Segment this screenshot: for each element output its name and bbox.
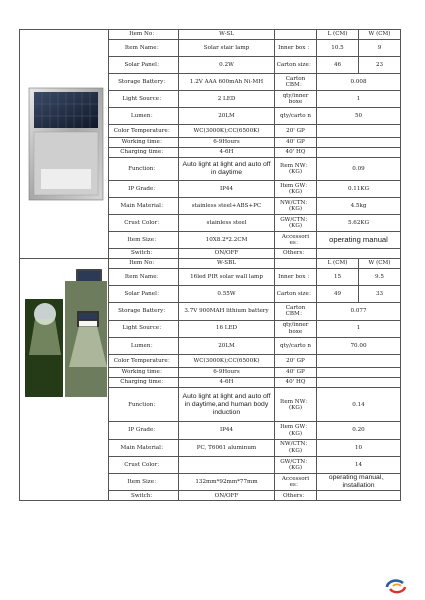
logo-red-arc bbox=[390, 587, 405, 592]
spec-value: ON/OFF bbox=[179, 249, 275, 259]
pack-value: 14 bbox=[317, 456, 401, 473]
spec-label: Lumen： bbox=[109, 108, 179, 125]
spec-value bbox=[179, 456, 275, 473]
pack-value bbox=[317, 138, 401, 148]
pack-value: 0.11KG bbox=[317, 181, 401, 198]
spec-value: W-SL bbox=[179, 30, 275, 40]
spec-value: 1.2V AAA 600mAh Ni-MH bbox=[179, 74, 275, 91]
spec-value: 4-6H bbox=[179, 378, 275, 388]
pack-value bbox=[317, 367, 401, 377]
pack-label: 40' GP bbox=[275, 138, 317, 148]
spec-value: stainless steel+ABS+PC bbox=[179, 198, 275, 215]
spec-label: Storage Battery： bbox=[109, 303, 179, 320]
spec-label: Storage Battery： bbox=[109, 74, 179, 91]
spec-label: Item Name： bbox=[109, 269, 179, 286]
pack-label-blank bbox=[275, 30, 317, 40]
pack-width: 23 bbox=[359, 57, 401, 74]
pack-value: 0.077 bbox=[317, 303, 401, 320]
pack-label: qty/inner boxe bbox=[275, 91, 317, 108]
pack-label: Inner box ： bbox=[275, 269, 317, 286]
pack-value: 70.00 bbox=[317, 337, 401, 354]
spec-label: Switch： bbox=[109, 249, 179, 259]
pack-label: 40' HQ bbox=[275, 378, 317, 388]
spec-value: 16 LED bbox=[179, 320, 275, 337]
pack-length: 10.5 bbox=[317, 40, 359, 57]
pack-label: 20' GP bbox=[275, 125, 317, 138]
pack-label: NW/CTN：(KG) bbox=[275, 198, 317, 215]
pack-value: 5.62KG bbox=[317, 215, 401, 232]
spec-value: 16led PIR solar wall lamp bbox=[179, 269, 275, 286]
pack-label: 40' HQ bbox=[275, 148, 317, 158]
pack-label: GW/CTN：(KG) bbox=[275, 215, 317, 232]
spec-value: stainless steel bbox=[179, 215, 275, 232]
spec-value: Solar stair lamp bbox=[179, 40, 275, 57]
pack-value: 0.20 bbox=[317, 422, 401, 439]
pack-label: qty/carto n bbox=[275, 108, 317, 125]
spec-label: Solar Panel： bbox=[109, 286, 179, 303]
spec-sheet-body bbox=[20, 30, 401, 501]
pack-label: 40' GP bbox=[275, 367, 317, 377]
spec-label: Color Temperature： bbox=[109, 354, 179, 367]
pack-value: 1 bbox=[317, 91, 401, 108]
pack-width: 9.5 bbox=[359, 269, 401, 286]
pack-width: 33 bbox=[359, 286, 401, 303]
pack-value bbox=[317, 148, 401, 158]
spec-label: Working time： bbox=[109, 367, 179, 377]
spec-value: WC(3000K);CC(6500K) bbox=[179, 354, 275, 367]
width-header: W (CM) bbox=[359, 259, 401, 269]
spec-label: Crust Color： bbox=[109, 215, 179, 232]
spec-label: Charging time： bbox=[109, 148, 179, 158]
spec-value: 20LM bbox=[179, 108, 275, 125]
pack-label: qty/carto n bbox=[275, 337, 317, 354]
pack-label-blank bbox=[275, 259, 317, 269]
pack-label: Accessori es： bbox=[275, 473, 317, 490]
spec-value: 0.2W bbox=[179, 57, 275, 74]
pack-label: Carton CBM： bbox=[275, 74, 317, 91]
spec-value: 2 LED bbox=[179, 91, 275, 108]
spec-label: Item Size： bbox=[109, 232, 179, 249]
spec-label: Main Material： bbox=[109, 439, 179, 456]
pack-length: 15 bbox=[317, 269, 359, 286]
pack-label: Item GW：(KG) bbox=[275, 181, 317, 198]
spec-value: 6-9Hours bbox=[179, 138, 275, 148]
spec-value: W-SBL bbox=[179, 259, 275, 269]
spec-value: 20LM bbox=[179, 337, 275, 354]
pack-label: Carton size： bbox=[275, 286, 317, 303]
pir-wall-lamp-image bbox=[21, 259, 109, 498]
spec-label: Charging time： bbox=[109, 378, 179, 388]
spec-label: Item Size： bbox=[109, 473, 179, 490]
pack-value: 10 bbox=[317, 439, 401, 456]
spec-label: Switch： bbox=[109, 491, 179, 501]
spec-value: Auto light at light and auto off in daytime bbox=[179, 158, 275, 181]
spec-label: Color Temperature： bbox=[109, 125, 179, 138]
pack-label: 20' GP bbox=[275, 354, 317, 367]
spec-sheet-table bbox=[19, 29, 401, 501]
length-header: L (CM) bbox=[317, 30, 359, 40]
spec-value: Auto light at light and auto off in daytime,and human body induction bbox=[179, 388, 275, 422]
spec-value: WC(3000K);CC(6500K) bbox=[179, 125, 275, 138]
pack-value bbox=[317, 491, 401, 501]
spec-label: IP Grade： bbox=[109, 181, 179, 198]
spec-row bbox=[20, 259, 401, 269]
pack-width: 9 bbox=[359, 40, 401, 57]
product-image-cell bbox=[20, 30, 109, 259]
pack-label: NW/CTN：(KG) bbox=[275, 439, 317, 456]
spec-label: Light Source： bbox=[109, 91, 179, 108]
spec-label: Main Material： bbox=[109, 198, 179, 215]
pack-length: 49 bbox=[317, 286, 359, 303]
spec-label: Solar Panel： bbox=[109, 57, 179, 74]
spec-label: Function： bbox=[109, 388, 179, 422]
spec-value: IP44 bbox=[179, 181, 275, 198]
spec-value: PC, T6061 aluminum bbox=[179, 439, 275, 456]
spec-value: IP44 bbox=[179, 422, 275, 439]
pack-value: 50 bbox=[317, 108, 401, 125]
spec-label: Light Source： bbox=[109, 320, 179, 337]
pack-value bbox=[317, 354, 401, 367]
pack-label: Others： bbox=[275, 249, 317, 259]
spec-label: Working time： bbox=[109, 138, 179, 148]
logo-orange-arc bbox=[393, 584, 401, 586]
spec-value: 6-9Hours bbox=[179, 367, 275, 377]
spec-value: 0.55W bbox=[179, 286, 275, 303]
pack-label: Inner box ： bbox=[275, 40, 317, 57]
product-image-cell bbox=[20, 259, 109, 501]
pack-value bbox=[317, 249, 401, 259]
spec-label: Item No： bbox=[109, 30, 179, 40]
pack-value bbox=[317, 378, 401, 388]
width-header: W (CM) bbox=[359, 30, 401, 40]
pack-label: Carton CBM： bbox=[275, 303, 317, 320]
pack-value bbox=[317, 125, 401, 138]
pack-label: Accessori es： bbox=[275, 232, 317, 249]
pack-label: Item NW：(KG) bbox=[275, 388, 317, 422]
pack-value: 4.5kg bbox=[317, 198, 401, 215]
spec-label: Item Name： bbox=[109, 40, 179, 57]
pack-value: 1 bbox=[317, 320, 401, 337]
pack-value: 0.008 bbox=[317, 74, 401, 91]
spec-label: Item No： bbox=[109, 259, 179, 269]
length-header: L (CM) bbox=[317, 259, 359, 269]
spec-label: Lumen： bbox=[109, 337, 179, 354]
pack-label: qty/inner boxe bbox=[275, 320, 317, 337]
spec-value: 10X8.2*2.2CM bbox=[179, 232, 275, 249]
spec-value: 3.7V 900MAH lithium battery bbox=[179, 303, 275, 320]
pack-value: operating manual、installation bbox=[317, 473, 401, 490]
pack-label: Others： bbox=[275, 491, 317, 501]
spec-label: Function： bbox=[109, 158, 179, 181]
pack-length: 46 bbox=[317, 57, 359, 74]
pack-value: 0.09 bbox=[317, 158, 401, 181]
pack-label: Item GW：(KG) bbox=[275, 422, 317, 439]
pack-value: operating manual bbox=[317, 232, 401, 249]
pack-label: Carton size： bbox=[275, 57, 317, 74]
solar-stair-lamp-image bbox=[21, 63, 109, 223]
spec-row bbox=[20, 30, 401, 40]
company-logo bbox=[384, 578, 410, 594]
pack-value: 0.14 bbox=[317, 388, 401, 422]
spec-value: 4-6H bbox=[179, 148, 275, 158]
spec-label: IP Grade： bbox=[109, 422, 179, 439]
spec-label: Crust Color： bbox=[109, 456, 179, 473]
spec-value: 132mm*92mm*77mm bbox=[179, 473, 275, 490]
pack-label: Item NW：(KG) bbox=[275, 158, 317, 181]
pack-label: GW/CTN：(KG) bbox=[275, 456, 317, 473]
spec-value: ON/OFF bbox=[179, 491, 275, 501]
